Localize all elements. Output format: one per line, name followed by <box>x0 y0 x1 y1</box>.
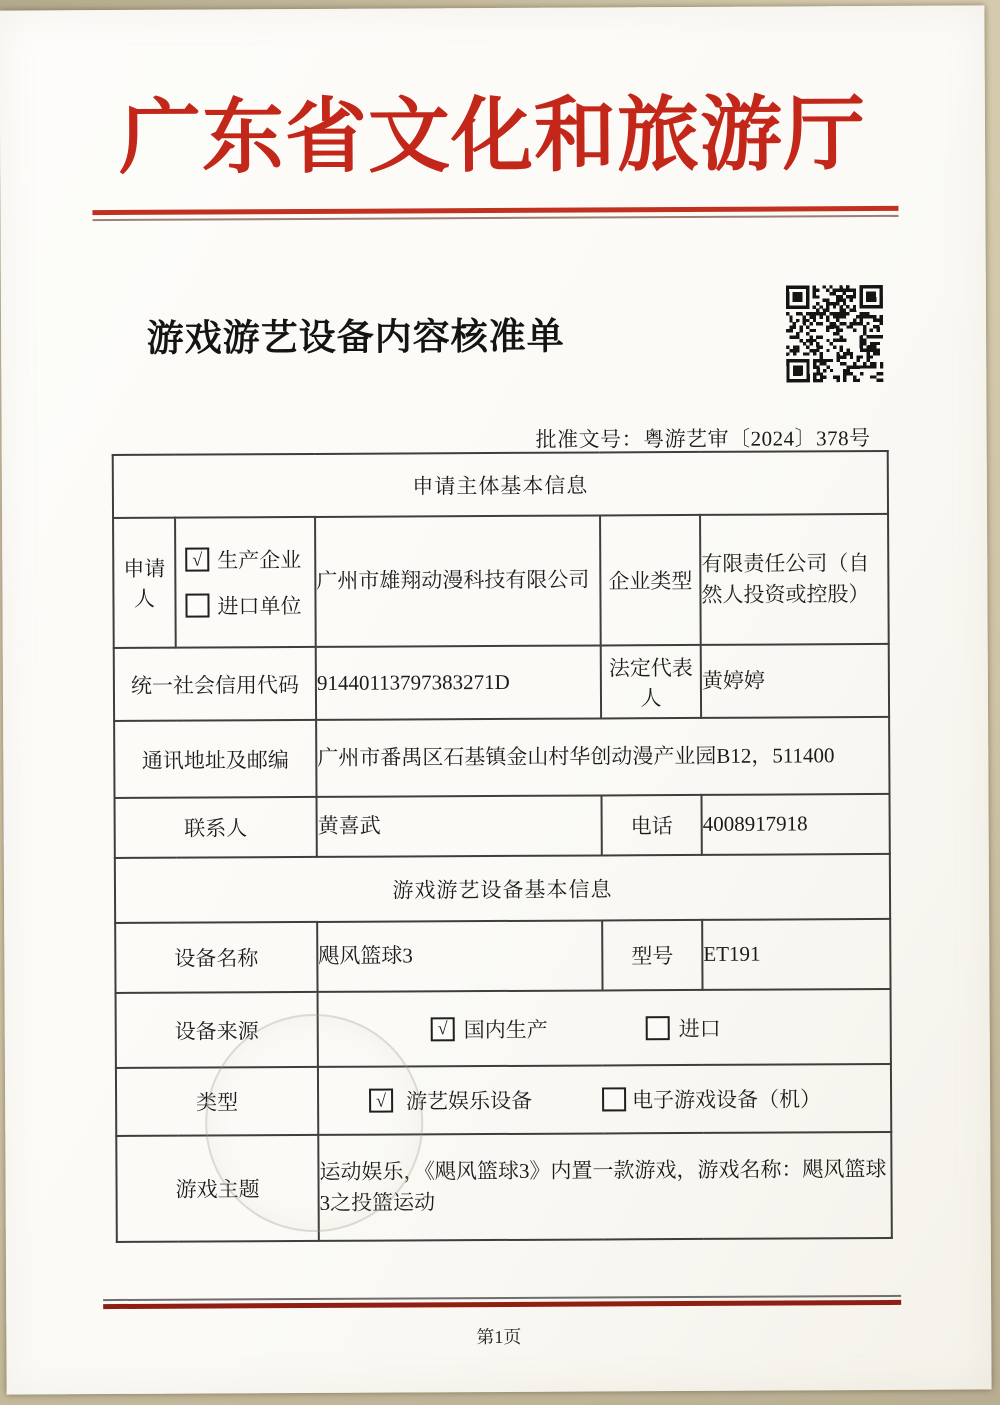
electronic-option <box>602 1083 821 1114</box>
import-option <box>646 1012 721 1042</box>
device-source-label: 设备来源 <box>116 992 318 1068</box>
import-option-label: 进口 <box>678 1016 721 1041</box>
phone-label: 电话 <box>602 795 702 856</box>
contact-label: 联系人 <box>115 797 317 858</box>
domestic-option <box>431 1013 548 1044</box>
model-label: 型号 <box>602 920 702 991</box>
device-source-options <box>318 989 891 1067</box>
electronic-option-label: 电子游戏设备（机） <box>632 1087 822 1113</box>
contact-value: 黄喜武 <box>317 795 602 856</box>
credit-code-value: 91440113797383271D <box>316 645 601 719</box>
page-number: 第1页 <box>476 1326 522 1348</box>
domestic-checkbox: √ <box>431 1017 455 1041</box>
game-theme-label: 游戏主题 <box>116 1135 319 1242</box>
credit-code-label: 统一社会信用代码 <box>114 647 316 721</box>
domestic-option-label: 国内生产 <box>463 1017 548 1042</box>
import-checkbox <box>646 1016 670 1040</box>
address-label: 通讯地址及邮编 <box>114 720 316 798</box>
importer-checkbox <box>185 593 209 617</box>
producer-checkbox: √ <box>185 547 209 571</box>
org-title: 广东省文化和旅游厅 <box>118 89 867 184</box>
document-page <box>0 5 992 1394</box>
form-title: 游戏游艺设备内容核准单 <box>146 315 565 359</box>
electronic-checkbox <box>602 1087 626 1111</box>
importer-option-label: 进口单位 <box>217 594 302 619</box>
company-type-value: 有限责任公司（自然人投资或控股） <box>700 514 889 645</box>
footer-rule <box>103 1295 901 1309</box>
game-theme-value: 运动娱乐，《飓风篮球3》内置一款游戏，游戏名称：飓风篮球3之投篮运动 <box>318 1132 892 1241</box>
section-header-device-info: 游戏游艺设备基本信息 <box>115 854 890 923</box>
address-value: 广州市番禺区石基镇金山村华创动漫产业园B12，511400 <box>316 717 889 797</box>
company-type-label: 企业类型 <box>600 515 701 646</box>
amusement-checkbox: √ <box>369 1089 393 1113</box>
device-name-value: 飓风篮球3 <box>317 920 602 991</box>
faint-round-stamp <box>205 1013 424 1232</box>
applicant-label: 申请人 <box>113 518 176 648</box>
type-label: 类型 <box>116 1067 318 1136</box>
qr-code-icon <box>786 285 884 383</box>
phone-value: 4008917918 <box>701 794 889 855</box>
legal-rep-label: 法定代表人 <box>601 645 701 719</box>
applicant-type-options <box>175 517 316 648</box>
approval-number: 批准文号：粤游艺审〔2024〕378号 <box>535 426 871 452</box>
legal-rep-value: 黄婷婷 <box>701 644 889 718</box>
section-header-applicant-info: 申请主体基本信息 <box>113 451 888 518</box>
producer-option <box>185 544 314 575</box>
model-value: ET191 <box>702 919 890 990</box>
importer-option <box>185 590 314 621</box>
header-rule <box>92 206 898 221</box>
producer-option-label: 生产企业 <box>217 548 302 573</box>
device-name-label: 设备名称 <box>115 922 317 993</box>
amusement-option-label: 游艺娱乐设备 <box>406 1088 533 1114</box>
company-name-value: 广州市雄翔动漫科技有限公司 <box>315 515 601 646</box>
